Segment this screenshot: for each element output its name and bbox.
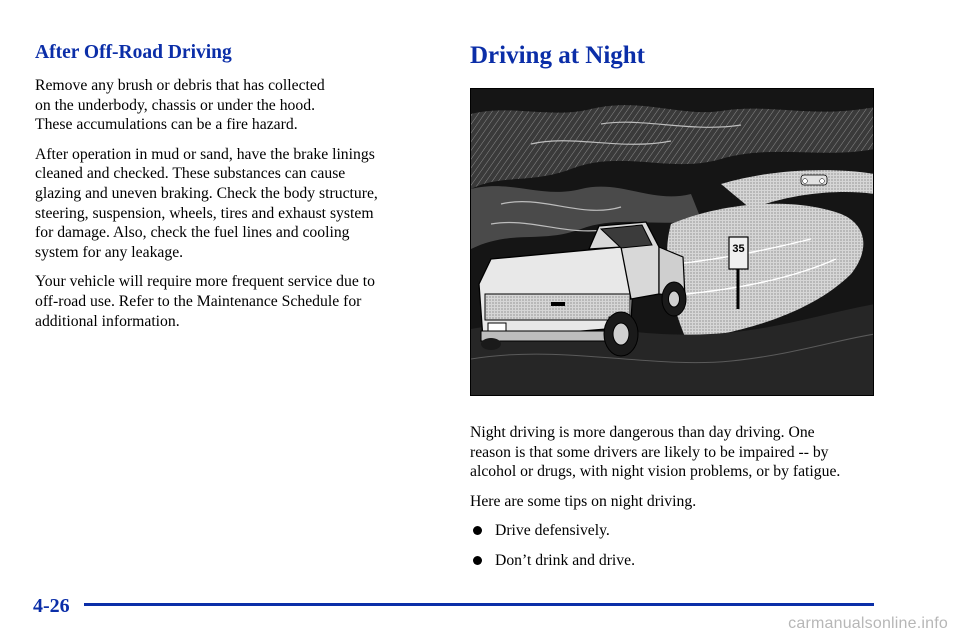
text-line: These accumulations can be a fire hazard. xyxy=(35,116,298,134)
tail-light xyxy=(488,323,506,331)
section-heading-night-driving: Driving at Night xyxy=(470,42,645,69)
text-line: system for any leakage. xyxy=(35,243,184,261)
site-watermark: carmanualsonline.info xyxy=(788,615,948,632)
paragraph-debris xyxy=(35,76,435,135)
section-heading-off-road: After Off-Road Driving xyxy=(35,42,232,63)
text-line: Your vehicle will require more frequent service due to xyxy=(35,273,375,291)
text-line: After operation in mud or sand, have the brake linings xyxy=(35,145,375,163)
paragraph-tips-intro xyxy=(470,492,880,512)
text-line: cleaned and checked. These substances can cause xyxy=(35,165,346,183)
oncoming-headlight xyxy=(820,179,825,184)
text-line: for damage. Also, check the fuel lines and cooling xyxy=(35,224,350,242)
text-line: steering, suspension, wheels, tires and exhaust system xyxy=(35,204,374,222)
night-scene-drawing xyxy=(471,89,874,396)
text-line: additional information. xyxy=(35,312,180,330)
left-tire xyxy=(481,338,501,350)
text-line: glazing and uneven braking. Check the body structure, xyxy=(35,184,378,202)
rear-wheel-hub xyxy=(613,323,629,345)
text-line: Remove any brush or debris that has collected xyxy=(35,77,325,94)
list-item-text: Drive defensively. xyxy=(495,522,610,540)
text-line: Here are some tips on night driving. xyxy=(470,492,697,510)
text-line: on the underbody, chassis or under the hood. xyxy=(35,96,315,114)
tips-list xyxy=(470,521,880,570)
list-item-text: Don’t drink and drive. xyxy=(495,551,635,569)
paragraph-mud-sand xyxy=(35,145,435,263)
text-line: Night driving is more dangerous than day driving. One xyxy=(470,424,815,441)
paragraph-night-danger xyxy=(470,423,880,482)
speed-limit-value: 35 xyxy=(732,243,745,255)
night-driving-text xyxy=(470,423,880,581)
footer-rule xyxy=(84,603,874,606)
text-line: reason is that some drivers are likely to be impaired -- by xyxy=(470,443,829,461)
paragraph-service xyxy=(35,272,435,331)
oncoming-headlight xyxy=(803,179,808,184)
text-line: alcohol or drugs, with night vision problems, or by fatigue. xyxy=(470,463,841,481)
tailgate-handle xyxy=(551,302,565,306)
night-driving-illustration xyxy=(470,88,874,396)
list-item xyxy=(470,551,880,571)
truck-tailgate xyxy=(485,294,630,320)
text-line: off-road use. Refer to the Maintenance Schedule for xyxy=(35,292,362,310)
left-column xyxy=(35,40,435,341)
list-item xyxy=(470,521,880,541)
page-number: 4-26 xyxy=(33,595,70,617)
front-wheel-hub xyxy=(669,291,680,307)
bullet-icon xyxy=(473,526,482,535)
right-column xyxy=(470,40,880,72)
bullet-icon xyxy=(473,556,482,565)
